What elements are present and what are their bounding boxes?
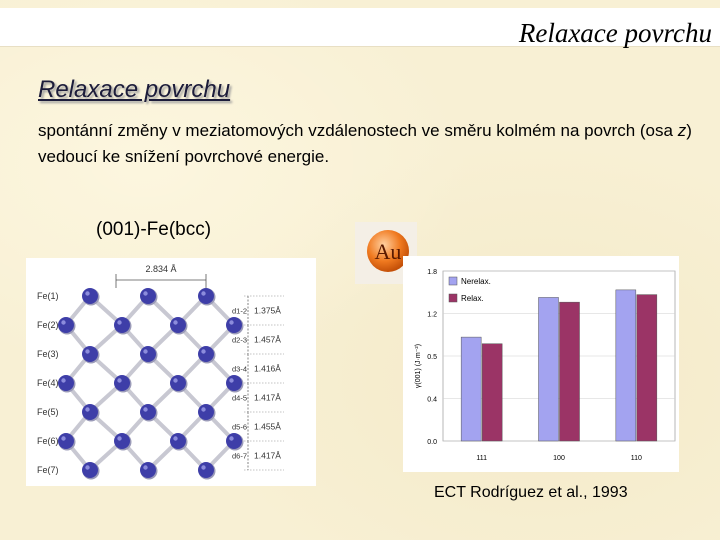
spacing-label: d6-7 xyxy=(232,451,248,461)
atom-highlight xyxy=(61,436,65,440)
chart-ytick: 0.4 xyxy=(427,396,437,404)
atom-highlight xyxy=(143,349,147,353)
lattice-constant-label: 2.834 Å xyxy=(145,264,177,274)
atom-highlight xyxy=(61,378,65,382)
spacing-value: 1.375Å xyxy=(254,305,281,316)
spacing-value: 1.417Å xyxy=(254,392,281,403)
atom-highlight xyxy=(61,320,65,324)
layer-label: Fe(5) xyxy=(37,407,59,417)
chart-bar xyxy=(482,344,502,441)
atom-highlight xyxy=(201,291,205,295)
layer-labels xyxy=(37,291,59,475)
chart-bar xyxy=(560,302,580,441)
chart-ylabel: γ(001) (J·m⁻²) xyxy=(415,343,422,389)
atom xyxy=(140,288,156,304)
legend-swatch xyxy=(449,294,457,302)
layer-label: Fe(4) xyxy=(37,378,59,388)
spacing-label: d3-4 xyxy=(232,364,248,374)
chart-xtick: 100 xyxy=(553,455,565,462)
au-badge-text: Au xyxy=(374,239,402,264)
atom xyxy=(226,317,242,333)
atom-highlight xyxy=(229,436,233,440)
spacing-label: d2-3 xyxy=(232,335,248,345)
atom xyxy=(140,404,156,420)
atom xyxy=(198,404,214,420)
description-part1: spontánní změny v meziatomových vzdálenostech ve směru kolmém na povrch (osa xyxy=(38,121,678,140)
chart-bars xyxy=(461,290,657,441)
structure-label: (001)-Fe(bcc) xyxy=(96,219,212,240)
chart-ytick: 0.0 xyxy=(427,439,437,446)
atom xyxy=(140,346,156,362)
layer-label: Fe(6) xyxy=(37,436,59,446)
spacing-value: 1.416Å xyxy=(254,363,281,374)
atom-highlight xyxy=(143,291,147,295)
atom xyxy=(170,375,186,391)
atom-highlight xyxy=(117,320,121,324)
chart-bar xyxy=(539,297,559,441)
atom xyxy=(82,404,98,420)
chart-xtick: 110 xyxy=(630,455,642,462)
layer-label: Fe(1) xyxy=(37,291,59,301)
atom-highlight xyxy=(173,436,177,440)
atom xyxy=(114,433,130,449)
spacing-value: 1.417Å xyxy=(254,450,281,461)
layer-label: Fe(2) xyxy=(37,320,59,330)
atom xyxy=(58,433,74,449)
chart-svg xyxy=(403,256,679,472)
atom xyxy=(226,375,242,391)
figure-caption: ECT Rodríguez et al., 1993 xyxy=(434,484,628,501)
atom xyxy=(82,346,98,362)
slide-title: Relaxace povrchu xyxy=(38,76,231,103)
spacing-value: 1.457Å xyxy=(254,334,281,345)
atom-highlight xyxy=(85,407,89,411)
lattice-figure xyxy=(26,258,316,486)
chart-xtick: 111 xyxy=(476,455,487,462)
atom xyxy=(198,288,214,304)
atom-highlight xyxy=(201,465,205,469)
chart-bar xyxy=(637,295,657,441)
atom-highlight xyxy=(201,349,205,353)
spacing-label: d1-2 xyxy=(232,306,248,316)
atom-highlight xyxy=(117,378,121,382)
atom-highlight xyxy=(229,320,233,324)
description-axis: z xyxy=(677,121,687,140)
atom-highlight xyxy=(85,291,89,295)
atom xyxy=(140,462,156,478)
chart-bar xyxy=(461,337,481,441)
atom-highlight xyxy=(85,465,89,469)
lattice-atoms xyxy=(58,288,244,480)
atom xyxy=(58,375,74,391)
legend-swatch xyxy=(449,277,457,285)
spacing-value: 1.455Å xyxy=(254,421,281,432)
layer-label: Fe(7) xyxy=(37,465,59,475)
atom-highlight xyxy=(229,378,233,382)
legend-label: Nerelax. xyxy=(461,277,491,286)
chart-ytick: 1.8 xyxy=(427,269,437,276)
chart-bar xyxy=(616,290,636,441)
chart-ytick: 0.5 xyxy=(427,354,437,361)
atom xyxy=(58,317,74,333)
surface-energy-chart xyxy=(403,256,679,472)
atom xyxy=(114,375,130,391)
description xyxy=(38,118,698,170)
atom xyxy=(82,462,98,478)
header-title: Relaxace povrchu xyxy=(518,18,712,48)
atom-highlight xyxy=(143,465,147,469)
atom xyxy=(114,317,130,333)
header-bar xyxy=(0,8,720,47)
lattice-bonds xyxy=(66,296,234,470)
atom-highlight xyxy=(173,320,177,324)
atom-highlight xyxy=(173,378,177,382)
atom xyxy=(226,433,242,449)
atom xyxy=(198,462,214,478)
layer-label: Fe(3) xyxy=(37,349,59,359)
atom-highlight xyxy=(117,436,121,440)
chart-legend xyxy=(449,277,491,303)
chart-ytick: 1.2 xyxy=(427,311,437,319)
spacing-label: d5-6 xyxy=(232,422,248,432)
description-part2: ) vedoucí ke snížení povrchové energie. xyxy=(38,121,692,166)
atom xyxy=(170,317,186,333)
atom xyxy=(82,288,98,304)
atom-highlight xyxy=(201,407,205,411)
legend-label: Relax. xyxy=(461,294,484,303)
atom-highlight xyxy=(143,407,147,411)
atom xyxy=(198,346,214,362)
lattice-svg xyxy=(26,258,316,486)
atom xyxy=(170,433,186,449)
atom-highlight xyxy=(85,349,89,353)
spacing-label: d4-5 xyxy=(232,393,248,403)
